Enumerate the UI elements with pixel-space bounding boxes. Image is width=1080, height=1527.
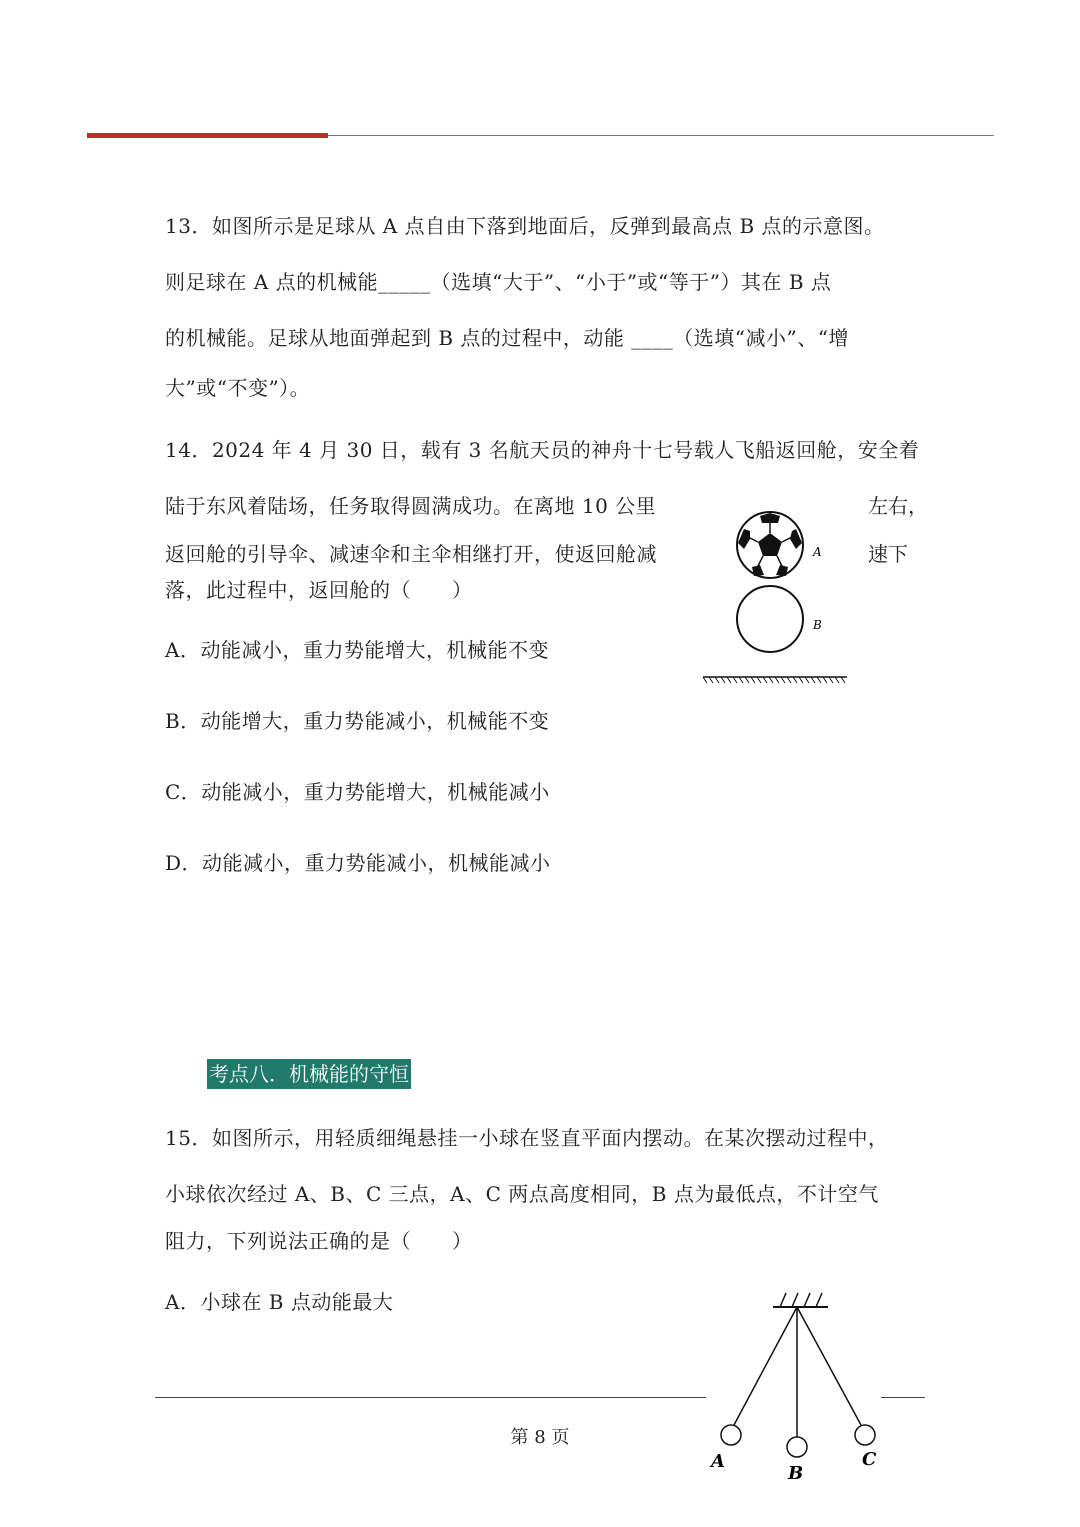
pendulum-figure bbox=[700, 1285, 900, 1485]
string-a bbox=[734, 1307, 797, 1425]
string-c bbox=[797, 1307, 861, 1425]
q14-line-3: 返回舱的引导伞、减速伞和主伞相继打开，使返回舱减 bbox=[165, 542, 657, 566]
q15-option-a: A．小球在 B 点动能最大 bbox=[165, 1290, 394, 1314]
section-heading: 考点八．机械能的守恒 bbox=[207, 1059, 411, 1089]
ball-label-a: A bbox=[813, 545, 822, 559]
q14-option-c: C．动能减小，重力势能增大，机械能减小 bbox=[165, 780, 550, 804]
ceiling-mount bbox=[773, 1293, 828, 1307]
q14-line-2-right: 左右， bbox=[868, 494, 928, 518]
page-number: 第 8 页 bbox=[510, 1427, 570, 1448]
q14-line-2: 陆于东风着陆场，任务取得圆满成功。在离地 10 公里 bbox=[165, 494, 657, 518]
q13-line-2: 则足球在 A 点的机械能_____（选填“大于”、“小于”或“等于”）其在 B 点 bbox=[165, 270, 832, 294]
q15-line-1: 15．如图所示，用轻质细绳悬挂一小球在竖直平面内摆动。在某次摆动过程中， bbox=[165, 1126, 889, 1150]
q13-line-1: 13．如图所示是足球从 A 点自由下落到地面后，反弹到最高点 B 点的示意图。 bbox=[165, 214, 885, 238]
pendulum-label-c: C bbox=[862, 1449, 877, 1470]
soccer-ball-icon bbox=[737, 512, 803, 578]
ball-outline-b bbox=[737, 586, 803, 652]
ground-hatching bbox=[703, 677, 847, 683]
ball-label-b: B bbox=[813, 618, 822, 632]
q14-option-a: A．动能减小，重力势能增大，机械能不变 bbox=[165, 638, 549, 662]
q14-option-d: D．动能减小，重力势能减小，机械能减小 bbox=[165, 851, 551, 875]
q14-line-1: 14．2024 年 4 月 30 日，载有 3 名航天员的神舟十七号载人飞船返回舱，安全着 bbox=[165, 438, 920, 462]
footer-rule-left bbox=[155, 1397, 706, 1398]
soccer-ball-figure bbox=[700, 505, 860, 690]
q15-line-2: 小球依次经过 A、B、C 三点，A、C 两点高度相同，B 点为最低点，不计空气 bbox=[165, 1182, 879, 1206]
q15-line-3: 阻力，下列说法正确的是（ ） bbox=[165, 1229, 473, 1253]
pendulum-label-a: A bbox=[711, 1451, 725, 1472]
q14-option-b: B．动能增大，重力势能减小，机械能不变 bbox=[165, 709, 550, 733]
pendulum-label-b: B bbox=[788, 1463, 804, 1484]
footer-rule-right bbox=[881, 1397, 925, 1398]
q13-line-4: 大”或“不变”）。 bbox=[165, 376, 311, 400]
header-rule bbox=[328, 135, 994, 136]
q14-line-4: 落，此过程中，返回舱的（ ） bbox=[165, 578, 473, 602]
header-accent-rule bbox=[87, 133, 328, 138]
q13-line-3: 的机械能。足球从地面弹起到 B 点的过程中，动能 ____（选填“减小”、“增 bbox=[165, 326, 849, 350]
q14-line-3-right: 速下 bbox=[868, 542, 908, 566]
